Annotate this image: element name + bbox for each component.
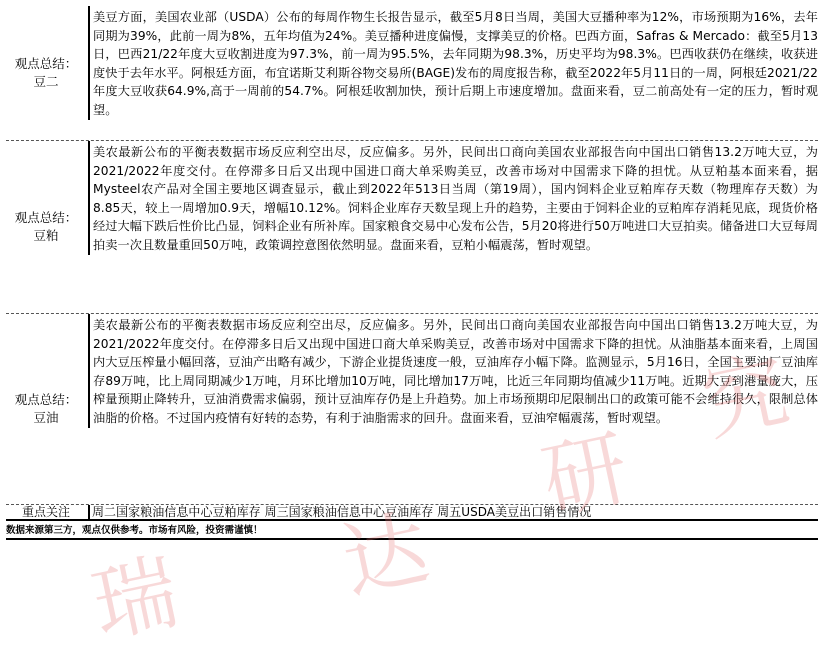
watermark-char: 究 (694, 340, 797, 454)
watermark-char: 达 (334, 498, 437, 612)
row-label-prefix: 观点总结： (14, 392, 78, 407)
watermark-char: 瑞 (84, 542, 187, 656)
row-label-product: 豆油 (33, 410, 59, 425)
row-label-product: 豆粕 (33, 228, 59, 243)
row-label-product: 豆二 (33, 74, 59, 89)
commentary-table (6, 6, 818, 521)
row-commentary: 美农最新公布的平衡表数据市场反应利空出尽，反应偏多。另外，民间出口商向美国农业部报告向中国出口销售13.2万吨大豆，为2021/2022年度交付。在停滞多日后又出现中国进口商大单采购美豆，改善市场对中国需求下降的担忧。从豆粕基本面来看，据Mysteel农产品对全国主要地区调查显示，截止到2022年513日当周（第19周），国内饲料企业豆粕库存天数（物理库存天数）为8.85天，较上一周增加0.9天，增幅10.12%。饲料企业库存天数呈现上升的趋势，主要由于饲料企业的豆粕库存消耗见底，现货价格经过大幅下跌后性价比凸显，饲料企业有所补库。国家粮食交易中心发布公告，5月20将进行50万吨进口大豆拍卖。储备进口大豆每周拍卖一次且数量重回50万吨，政策调控意图依然明显。盘面来看，豆粕小幅震荡，暂时观望。 (88, 141, 818, 255)
row-soybean-meal (6, 140, 818, 313)
row-label (6, 6, 86, 140)
focus-label: 重点关注 (21, 505, 70, 519)
bottom-divider (6, 538, 818, 540)
row-label (6, 314, 86, 504)
row-label (6, 141, 86, 313)
row-commentary: 美农最新公布的平衡表数据市场反应利空出尽，反应偏多。另外，民间出口商向美国农业部报告向中国出口销售13.2万吨大豆，为2021/2022年度交付。在停滞多日后又出现中国进口商大单采购美豆，改善市场对中国需求下降的担忧。从油脂基本面来看，上周国内大豆压榨量小幅回落，豆油产出略有减少，下游企业提货速度一般，豆油库存小幅下降。监测显示，5月16日，全国主要油厂豆油库存89万吨，比上周同期减少1万吨，月环比增加10万吨，同比增加17万吨，比近三年同期均值减少11万吨。近期大豆到港量庞大，压榨量预期止降转升，豆油消费需求偏弱，预计豆油库存仍是上升趋势。加上市场预期印尼限制出口的政策可能不会维持很久，限制总体油脂的价格。不过国内疫情有好转的态势，有利于油脂需求的回升。盘面来看，豆油窄幅震荡，暂时观望。 (88, 314, 818, 428)
row-soybean-no2 (6, 6, 818, 140)
disclaimer: 数据来源第三方，观点仅供参考。市场有风险，投资需谨慎！ (6, 525, 263, 536)
row-soybean-oil (6, 313, 818, 504)
row-commentary: 美豆方面，美国农业部（USDA）公布的每周作物生长报告显示，截至5月8日当周，美国大豆播种率为12%，市场预期为16%，去年同期为39%，此前一周为8%，五年均值为24%。美豆播种进度偏慢，支撑美豆的价格。巴西方面，Safras & Mercado：截至5月13日，巴西21/22年度大豆收割进度为97.3%，前一周为95.5%，去年同期为98.3%，历史平均为98.3%。巴西收获仍在继续，收获进度快于去年水平。阿根廷方面，布宜诺斯艾利斯谷物交易所(BAGE)发布的周度报告称，截至2022年5月11日的一周，阿根廷2021/22年度大豆收获64.9%,高于一周前的54.7%。阿根廷收割加快，预计后期上市速度增加。盘面来看，豆二前高处有一定的压力，暂时观望。 (88, 6, 818, 120)
row-label-prefix: 观点总结： (14, 56, 78, 71)
row-key-focus (6, 504, 818, 521)
focus-text: 周二国家粮油信息中心豆粕库存 周三国家粮油信息中心豆油库存 周五USDA美豆出口销售情况 (88, 505, 818, 519)
row-label-prefix: 观点总结： (14, 210, 78, 225)
watermark-char: 研 (534, 418, 637, 532)
